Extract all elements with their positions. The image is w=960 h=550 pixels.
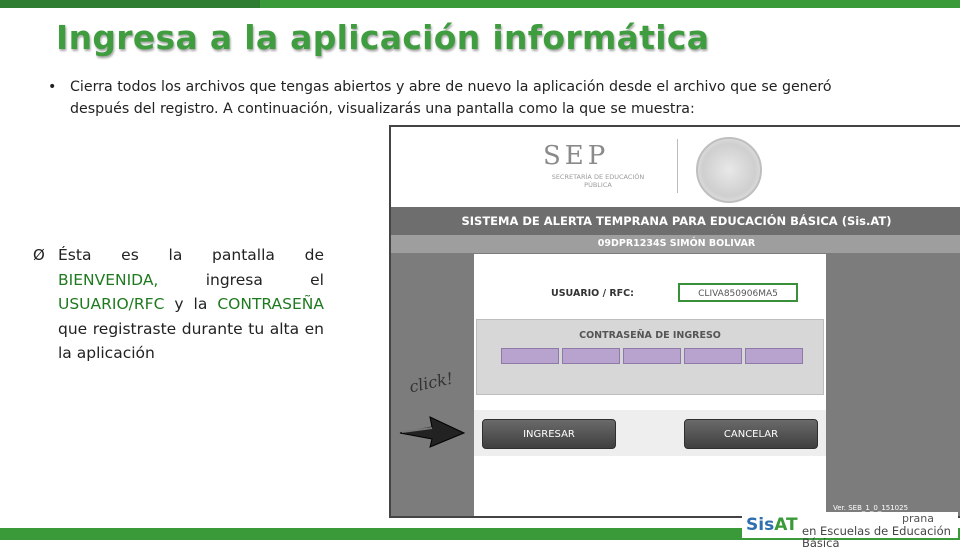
national-seal-icon <box>696 137 762 203</box>
side-note-part: ingresa el <box>205 270 324 289</box>
footer-line1: prana <box>902 512 934 525</box>
password-label: CONTRASEÑA DE INGRESO <box>579 330 721 341</box>
side-note-part: Ésta es la pantalla de <box>58 246 324 264</box>
school-name-bar: 09DPR1234S SIMÓN BOLIVAR <box>391 235 960 253</box>
user-rfc-highlight: USUARIO/RFC <box>58 295 165 313</box>
click-annotation: click! <box>407 368 455 397</box>
ingresar-button[interactable]: INGRESAR <box>482 419 616 449</box>
footer-description <box>802 513 958 549</box>
password-highlight: CONTRASEÑA <box>217 295 324 313</box>
sisat-footer-logo <box>742 512 958 550</box>
arrow-bullet-icon: Ø <box>33 246 45 264</box>
side-note-text <box>58 243 324 366</box>
system-title-bar: SISTEMA DE ALERTA TEMPRANA PARA EDUCACIÓN BÁSICA (Sis.AT) <box>391 207 960 235</box>
welcome-highlight: BIENVENIDA, <box>58 270 159 289</box>
slide-title: Ingresa a la aplicación informática <box>56 18 710 57</box>
side-note-part: que registraste durante tu alta en la aplicación <box>58 319 324 362</box>
instruction-text: Cierra todos los archivos que tengas abiertos y abre de nuevo la aplicación desde el archivo que se generó después del registro. A continuación, visualizarás una pantalla como la que se muestra: <box>70 79 832 117</box>
pointer-arrow-icon <box>398 413 466 449</box>
password-segment[interactable] <box>562 348 620 364</box>
logo-divider <box>677 139 678 193</box>
password-segment[interactable] <box>501 348 559 364</box>
brand-sis: Sis <box>746 515 775 535</box>
password-segment[interactable] <box>745 348 803 364</box>
side-note <box>33 243 324 366</box>
brand-at: AT <box>774 515 798 535</box>
password-box <box>476 319 824 395</box>
password-segment[interactable] <box>623 348 681 364</box>
password-segment[interactable] <box>684 348 742 364</box>
password-input[interactable] <box>501 348 803 364</box>
footer-line2: en Escuelas de Educación Básica <box>802 524 951 550</box>
logo-header <box>391 127 960 207</box>
top-accent-bar-dark <box>0 0 260 8</box>
sep-logo: SEP <box>543 141 610 171</box>
sisat-brand <box>746 515 798 535</box>
user-rfc-label: USUARIO / RFC: <box>551 288 634 299</box>
app-screenshot <box>389 125 960 518</box>
side-note-part: y la <box>174 295 208 313</box>
sep-subtitle: SECRETARÍA DE EDUCACIÓN PÚBLICA <box>551 173 645 189</box>
version-label: Ver. SEB_1_0_151025 <box>833 504 909 512</box>
user-rfc-input[interactable]: CLIVA850906MA5 <box>678 283 798 302</box>
instruction-bullet <box>48 76 868 120</box>
bullet-marker: • <box>48 79 57 95</box>
cancelar-button[interactable]: CANCELAR <box>684 419 818 449</box>
